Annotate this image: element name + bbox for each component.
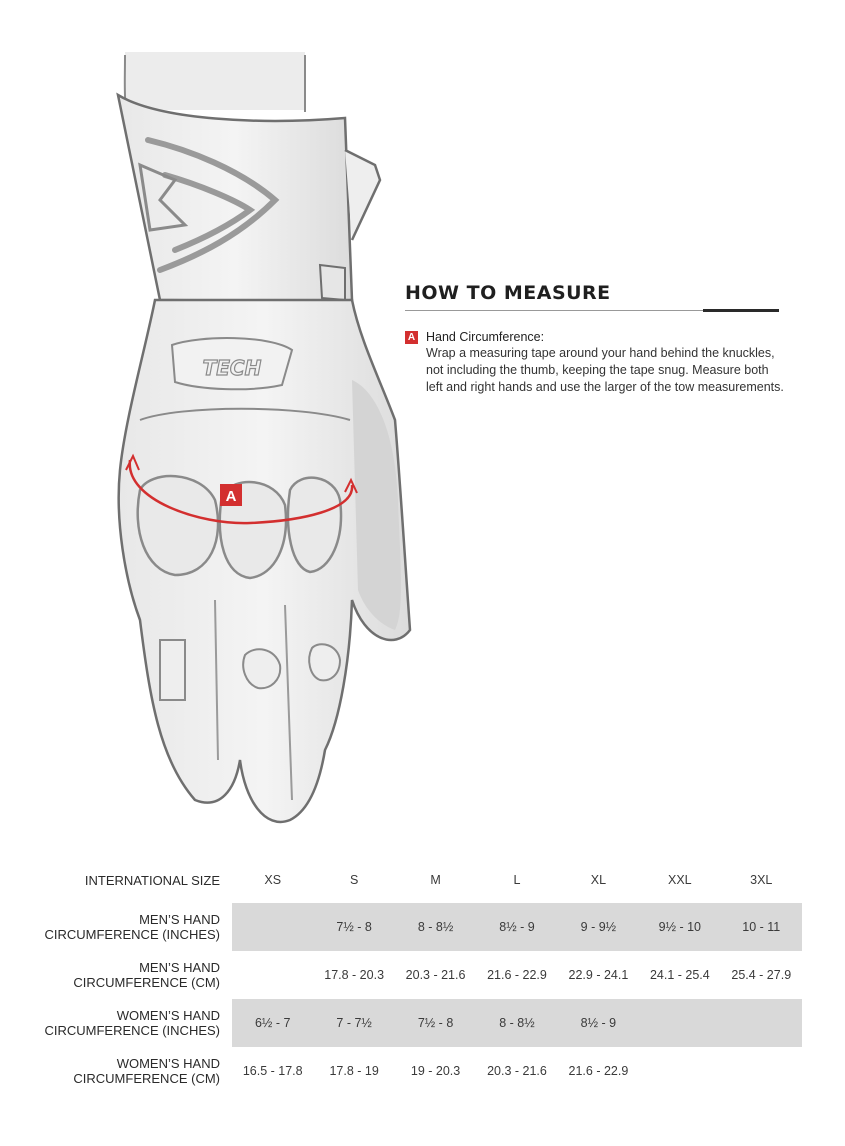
size-header: XS: [264, 873, 282, 887]
row-label: WOMEN’S HAND CIRCUMFERENCE (CM): [73, 1056, 220, 1086]
table-cell: 9½ - 10: [639, 903, 720, 951]
table-cell: 21.6 - 22.9: [487, 968, 547, 982]
table-cell: 7½ - 8: [313, 903, 394, 951]
size-header: S: [349, 873, 359, 887]
table-row: [30, 951, 802, 999]
table-cell: 21.6 - 22.9: [568, 1064, 629, 1078]
table-cell: 10 - 11: [721, 903, 802, 951]
table-cell: 8½ - 9: [476, 903, 557, 951]
table-cell: 20.3 - 21.6: [487, 1064, 547, 1078]
table-cell: [639, 1047, 720, 1095]
table-cell: 22.9 - 24.1: [568, 968, 629, 982]
table-cell: 16.5 - 17.8: [242, 1064, 303, 1078]
table-cell: [721, 1047, 802, 1095]
table-cell: 24.1 - 25.4: [649, 968, 710, 982]
table-row: [30, 1047, 802, 1095]
size-header: XL: [590, 873, 607, 887]
table-cell: 17.8 - 20.3: [324, 968, 385, 982]
row-label: MEN’S HAND CIRCUMFERENCE (INCHES): [44, 912, 220, 942]
title-divider: [405, 304, 785, 314]
arm-shape: [125, 52, 305, 110]
table-cell: [232, 903, 313, 951]
size-header: 3XL: [750, 873, 773, 887]
table-row: [30, 903, 802, 951]
table-cell: 19 - 20.3: [410, 1064, 461, 1078]
brand-badge: [172, 338, 292, 389]
measure-description: Wrap a measuring tape around your hand behind the knuckles, not including the thumb, keeping the tape snug. Measure both left and right hands and use the larger of the tow measurements.: [426, 346, 784, 394]
measure-badge: A: [405, 331, 418, 344]
how-to-measure-panel: [405, 282, 785, 396]
size-header: XXL: [668, 873, 692, 887]
table-cell: 6½ - 7: [232, 999, 313, 1047]
size-header: L: [513, 873, 521, 887]
table-cell: 7½ - 8: [395, 999, 476, 1047]
table-cell: 7 - 7½: [313, 999, 394, 1047]
table-cell: 20.3 - 21.6: [405, 968, 466, 982]
table-cell: 8 - 8½: [476, 999, 557, 1047]
svg-text:A: A: [225, 488, 237, 505]
table-cell: 9 - 9½: [558, 903, 639, 951]
table-cell: [232, 951, 313, 999]
table-cell: 8 - 8½: [395, 903, 476, 951]
row-label: WOMEN’S HAND CIRCUMFERENCE (INCHES): [44, 1008, 220, 1038]
header-label: INTERNATIONAL SIZE: [84, 872, 220, 888]
measure-title: Hand Circumference:: [426, 330, 545, 344]
size-chart-table: [30, 857, 802, 1095]
size-header: M: [430, 873, 441, 887]
table-cell: 8½ - 9: [558, 999, 639, 1047]
table-cell: [639, 999, 720, 1047]
table-cell: [721, 999, 802, 1047]
section-title: HOW TO MEASURE: [405, 282, 611, 304]
table-cell: 25.4 - 27.9: [731, 968, 792, 982]
table-row: [30, 999, 802, 1047]
table-header-row: [30, 857, 802, 903]
svg-text:TECH: TECH: [202, 356, 262, 380]
measure-instruction: [405, 330, 785, 396]
table-cell: 17.8 - 19: [329, 1064, 379, 1078]
row-label: MEN’S HAND CIRCUMFERENCE (CM): [73, 960, 220, 990]
